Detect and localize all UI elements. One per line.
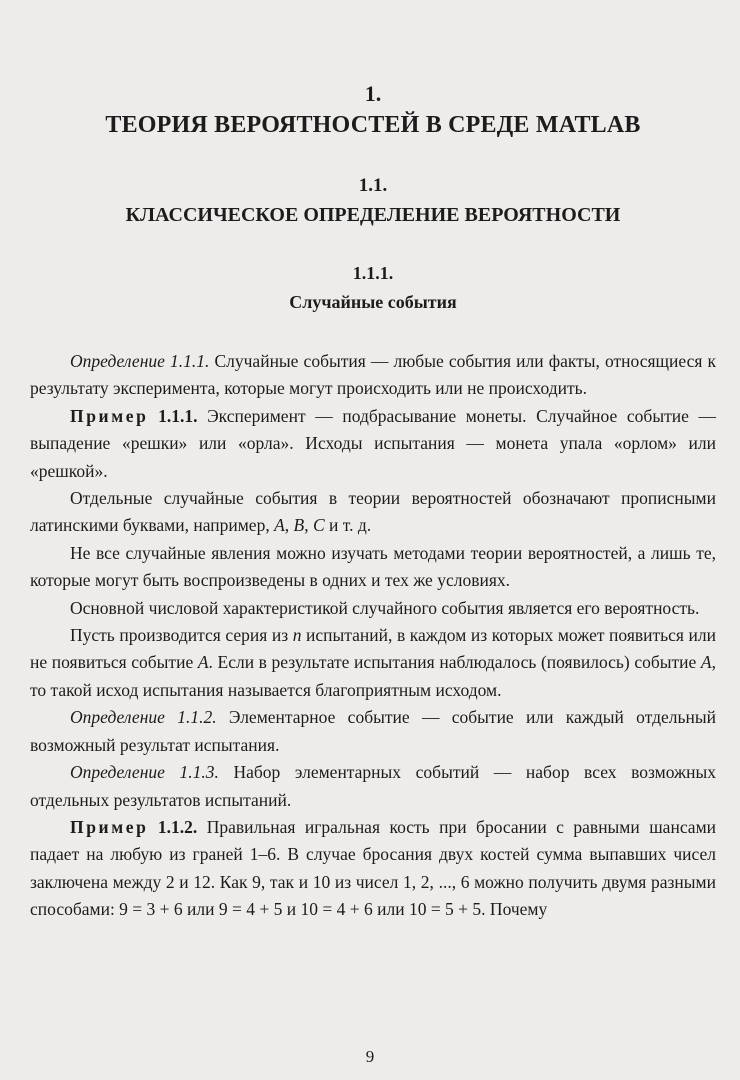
- subsection-number: 1.1.1.: [352, 263, 394, 283]
- definition-label: Определение 1.1.2.: [70, 707, 217, 728]
- paragraph: [30, 540, 716, 595]
- example-label: Пример: [70, 405, 149, 426]
- definition-paragraph: [30, 348, 716, 403]
- paragraph-tail: и т. д.: [324, 515, 372, 536]
- chapter-title: ТЕОРИЯ ВЕРОЯТНОСТЕЙ В СРЕДЕ MATLAB: [105, 112, 641, 138]
- definition-label: Определение 1.1.3.: [70, 762, 219, 783]
- page-number: 9: [365, 1047, 375, 1066]
- example-paragraph: [30, 814, 716, 924]
- section-number: 1.1.: [358, 175, 388, 196]
- definition-paragraph: [30, 704, 716, 759]
- example-number: 1.1.1.: [148, 405, 198, 426]
- letter-a: A: [274, 515, 285, 536]
- subsection-title: Случайные события: [289, 292, 457, 312]
- variable-n: n: [292, 625, 302, 646]
- letter-b: B: [293, 515, 305, 536]
- paragraph-text: Пусть производится серия из: [70, 625, 293, 646]
- paragraph: [30, 622, 716, 704]
- definition-paragraph: [30, 759, 716, 814]
- paragraph-text: Не все случайные явления можно изучать методами теории вероятностей, а лишь те, которые могут быть воспроизведены в одних и тех же условиях.: [30, 542, 716, 591]
- paragraph-text: Случайные события — любые события или факты, относящиеся к результату эксперимента, которые могут происходить или не происходить.: [30, 351, 716, 399]
- letter-c: C: [312, 515, 325, 536]
- body-text: [30, 348, 716, 924]
- paragraph-text: Отдельные случайные события в теории вероятностей обозначают прописными латинскими буквами, например,: [30, 488, 716, 536]
- example-number: 1.1.2.: [148, 816, 198, 837]
- example-label: Пример: [70, 816, 149, 837]
- paragraph-text: . Если в результате испытания наблюдалось (появилось) событие: [208, 652, 701, 673]
- example-paragraph: [30, 403, 716, 485]
- paragraph-text: испытаний, в каждом из которых может появиться или не появиться событие: [30, 625, 716, 673]
- variable-a: A: [197, 652, 209, 673]
- paragraph: [30, 595, 716, 622]
- definition-label: Определение 1.1.1.: [70, 351, 210, 371]
- section-title: КЛАССИЧЕСКОЕ ОПРЕДЕЛЕНИЕ ВЕРОЯТНОСТИ: [125, 204, 621, 226]
- paragraph-text: Элементарное событие — событие или каждый отдельный возможный результат испытания.: [30, 707, 716, 755]
- paragraph-text: Набор элементарных событий — набор всех возможных отдельных результатов испытаний.: [30, 762, 716, 810]
- paragraph-text: Эксперимент — подбрасывание монеты. Случайное событие — выпадение «решки» или «орла». Исходы испытания — монета упала «орлом» или «решкой».: [30, 405, 717, 481]
- paragraph-text: , то такой исход испытания называется благоприятным исходом.: [30, 652, 716, 700]
- variable-a: A: [700, 652, 712, 673]
- paragraph-text: Основной числовой характеристикой случайного события является его вероятность.: [70, 597, 700, 618]
- paragraph: Отдельные случайные события в теории вероятностей обозначают прописными латинскими буквами, например, A, B, C и т. д.: [30, 488, 716, 536]
- chapter-number: 1.: [364, 81, 382, 106]
- paragraph-text: Правильная игральная кость при бросании с равными шансами падает на любую из граней 1–6. В случае бросания двух костей сумма выпавших чисел заключена между 2 и 12. Как 9, так и 10 из чисел 1, 2, ..., 6 можно получить двумя разными способами: 9 = 3 + 6 или 9 = 4 + 5 и 10 = 4 + 6 или 10 = 5 + 5. Почему: [30, 816, 717, 920]
